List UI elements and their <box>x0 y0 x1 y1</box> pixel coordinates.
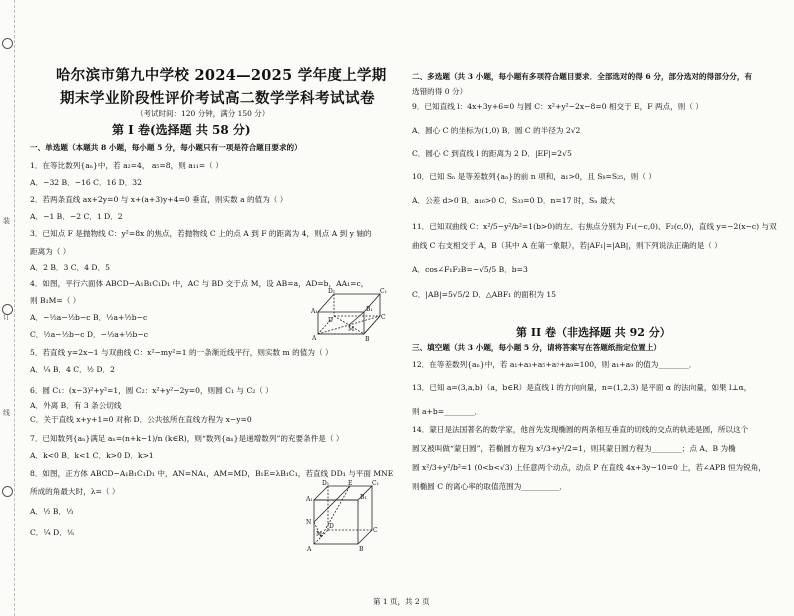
fig8-label: N <box>306 519 312 526</box>
left-text-line: A．¼ B．4 C．½ D．2 <box>30 365 115 374</box>
left-text-line: C．¼ D．⅕ <box>30 528 75 537</box>
right-text-line: A．公差 d>0 B．a₁₆>0 C．S₃₃=0 D．n=17 时，Sₙ 最大 <box>412 196 616 205</box>
fig8-label: C <box>373 527 378 534</box>
fig4-label: A₁ <box>311 308 318 315</box>
fig8-label: B <box>359 546 364 552</box>
left-text-line: A．2 B．3 C．4 D．5 <box>30 263 110 272</box>
fig8-label: A₁ <box>306 496 313 503</box>
right-text-line: 选错的得 0 分） <box>412 87 468 96</box>
left-text-line: 2．若两条直线 ax+2y=0 与 x+(a+3)y+4=0 垂直，则实数 a 的值为（ ） <box>30 195 288 204</box>
figure-cube <box>304 480 380 552</box>
left-text-line: 则 B₁M=（ ） <box>30 296 81 305</box>
fig4-label: A <box>312 335 317 342</box>
punch-hole <box>2 486 13 497</box>
left-text-line: 7．已知数列{aₙ}满足 aₙ=(n+k−1)/n (k∈R)，则“数列{aₙ}是递增数列”的充要条件是（ ） <box>30 434 344 443</box>
fig8-label: A <box>307 546 312 552</box>
left-text-line: 6．圆 C₁：(x−3)²+y²=1，圆 C₂：x²+y²−2y=0，则圆 C₁ 与 C₂（ ） <box>30 386 273 395</box>
fig8-label: D <box>329 523 334 530</box>
left-text-line: 8．如图，正方体 ABCD−A₁B₁C₁D₁ 中，AN=NA₁，AM=MD，B₁E=λB₁C₁，若直线 DD₁ 与平面 MNE <box>30 469 394 478</box>
right-text-line: 则椭圆 C 的离心率的取值范围为__________． <box>412 482 567 491</box>
left-text-line: 1．在等比数列{aₙ}中，若 a₂=4， a₅=8，则 a₁₁=（ ） <box>30 161 223 170</box>
right-text-line: 9．已知直线 l：4x+3y+6=0 与圆 C：x²+y²−2x−8=0 相交于 E，F 两点，则（ ） <box>412 102 703 111</box>
left-text-line: A．−1 B．−2 C．1 D．2 <box>30 212 123 221</box>
left-text-line: 3．已知点 F 是抛物线 C：y²=8x 的焦点，若抛物线 C 上的点 A 到 F 的距离为 4，则点 A 到 y 轴的 <box>30 229 372 238</box>
page-footer: 第 1 页，共 2 页 <box>373 597 430 606</box>
right-text-line: 10．已知 Sₙ 是等差数列{aₙ}的前 n 项和，a₁>0，且 S₈=S₂₅，则（ ） <box>412 172 656 181</box>
right-text-line: 第 II 卷（非选择题 共 92 分） <box>516 326 671 339</box>
left-text-line: A．−32 B．−16 C．16 D．32 <box>30 178 142 187</box>
right-text-line: 11．已知双曲线 C：x²/5−y²/b²=1(b>0)的左、右焦点分别为 F₁(−c,0)、F₂(c,0)，直线 y=−2(x−c) 与双 <box>412 222 777 231</box>
fig4-label: B₁ <box>366 306 373 313</box>
fig4-label: M <box>348 326 355 333</box>
left-text-line: A．−½a−½b−c B．½a+½b−c <box>30 313 148 322</box>
left-text-line: C．½a−½b−c D．−½a+½b−c <box>30 330 149 339</box>
fig4-label: C₁ <box>380 288 387 295</box>
right-text-line: 则 a+b=________． <box>412 407 483 416</box>
right-text-line: A．圆心 C 的坐标为(1,0) B．圆 C 的半径为 2√2 <box>412 126 581 135</box>
right-text-line: C．圆心 C 到直线 l 的距离为 2 D．|EF|=2√5 <box>412 149 572 158</box>
right-text-line: A．cos∠F₁F₂B=−√5/5 B．b=3 <box>412 265 528 274</box>
binding-label: 线 <box>3 409 10 417</box>
exam-info: （考试时间：120 分钟，满分 150 分） <box>136 109 270 118</box>
fig8-label: D₁ <box>322 480 330 487</box>
right-text-line: 二、多选题（共 3 小题，每小题有多项符合题目要求．全部选对的得 6 分，部分选对的得部分分，有 <box>412 72 753 81</box>
fig8-label: E <box>348 480 353 487</box>
fig4-label: B <box>365 336 370 342</box>
right-text-line: C．|AB|=5√5/2 D．△ABF₁ 的面积为 15 <box>412 290 557 299</box>
left-text-line: 距离为（ ） <box>30 247 71 256</box>
right-text-line: 三、填空题（共 3 小题，每小题 5 分，请将答案写在答题纸指定位置上） <box>412 343 661 352</box>
part1-heading: 第 I 卷(选择题 共 58 分) <box>112 123 251 137</box>
right-text-line: 圆又被叫做“蒙日圆”，若椭圆方程为 x²/3+y²/2=1，则其蒙日圆方程为________；点 A、B 为椭 <box>412 444 736 453</box>
fig8-label: M <box>316 531 323 538</box>
right-text-line: 曲线 C 右支相交于 A，B（其中 A 在第一象限），若|AF₁|=|AB|，则下列说法正确的是（ ） <box>412 241 722 250</box>
binding-label: 订 <box>3 313 10 321</box>
right-text-line: 13．已知 a=(3,a,b)（a，b∈R）是直线 l 的方向向量，n=(1,2,3) 是平面 α 的法向量，如果 l⊥α， <box>412 383 752 392</box>
left-text-line: 一、单选题（本题共 8 小题，每小题 5 分，每小题只有一项是符合题目要求的） <box>30 143 302 152</box>
fig8-label: B₁ <box>360 494 367 501</box>
figure-parallelepiped <box>310 286 388 342</box>
left-text-line: A．外离 B．有 3 条公切线 <box>30 401 122 410</box>
binding-margin <box>0 0 15 616</box>
left-text-line: C．关于直线 x+y+1=0 对称 D．公共弦所在直线方程为 x−y=0 <box>30 415 252 424</box>
fig4-label: C <box>381 314 386 321</box>
fig8-label: C₁ <box>372 480 379 487</box>
fig4-label: D₁ <box>328 288 336 295</box>
left-text-line: 4．如图，平行六面体 ABCD−A₁B₁C₁D₁ 中，AC 与 BD 交于点 M，设 AB=a，AD=b，AA₁=c， <box>30 279 369 288</box>
fig4-label: D <box>328 317 333 324</box>
left-text-line: 所成的角最大时，λ=（ ） <box>30 487 120 496</box>
left-text-line: A．½ B．⅓ <box>30 507 74 516</box>
exam-title-line1: 哈尔滨市第九中学校 2024—2025 学年度上学期 <box>56 67 387 84</box>
exam-title-line2: 期末学业阶段性评价考试高二数学学科考试试卷 <box>60 90 375 107</box>
binding-label: 装 <box>3 217 10 225</box>
right-text-line: 14．蒙日是法国著名的数学家，他首先发现椭圆的两条相互垂直的切线的交点的轨迹是圆，所以这个 <box>412 425 749 434</box>
left-text-line: A．k<0 B．k<1 C．k>0 D．k>1 <box>30 451 154 460</box>
punch-hole <box>2 38 13 49</box>
left-text-line: 5．若直线 y=2x−1 与双曲线 C：x²−my²=1 的一条渐近线平行，则实数 m 的值为（ ） <box>30 348 333 357</box>
right-text-line: 圆 x²/3+y²/b²=1 (0<b<√3) 上任意两个动点，动点 P 在直线 4x+3y−10=0 上，若∠APB 恒为锐角， <box>412 463 766 472</box>
right-text-line: 12．在等差数列{aₙ}中，若 a₁+a₃+a₅+a₇+a₉=100，则 a₁+a₉ 的值为________． <box>412 360 697 369</box>
